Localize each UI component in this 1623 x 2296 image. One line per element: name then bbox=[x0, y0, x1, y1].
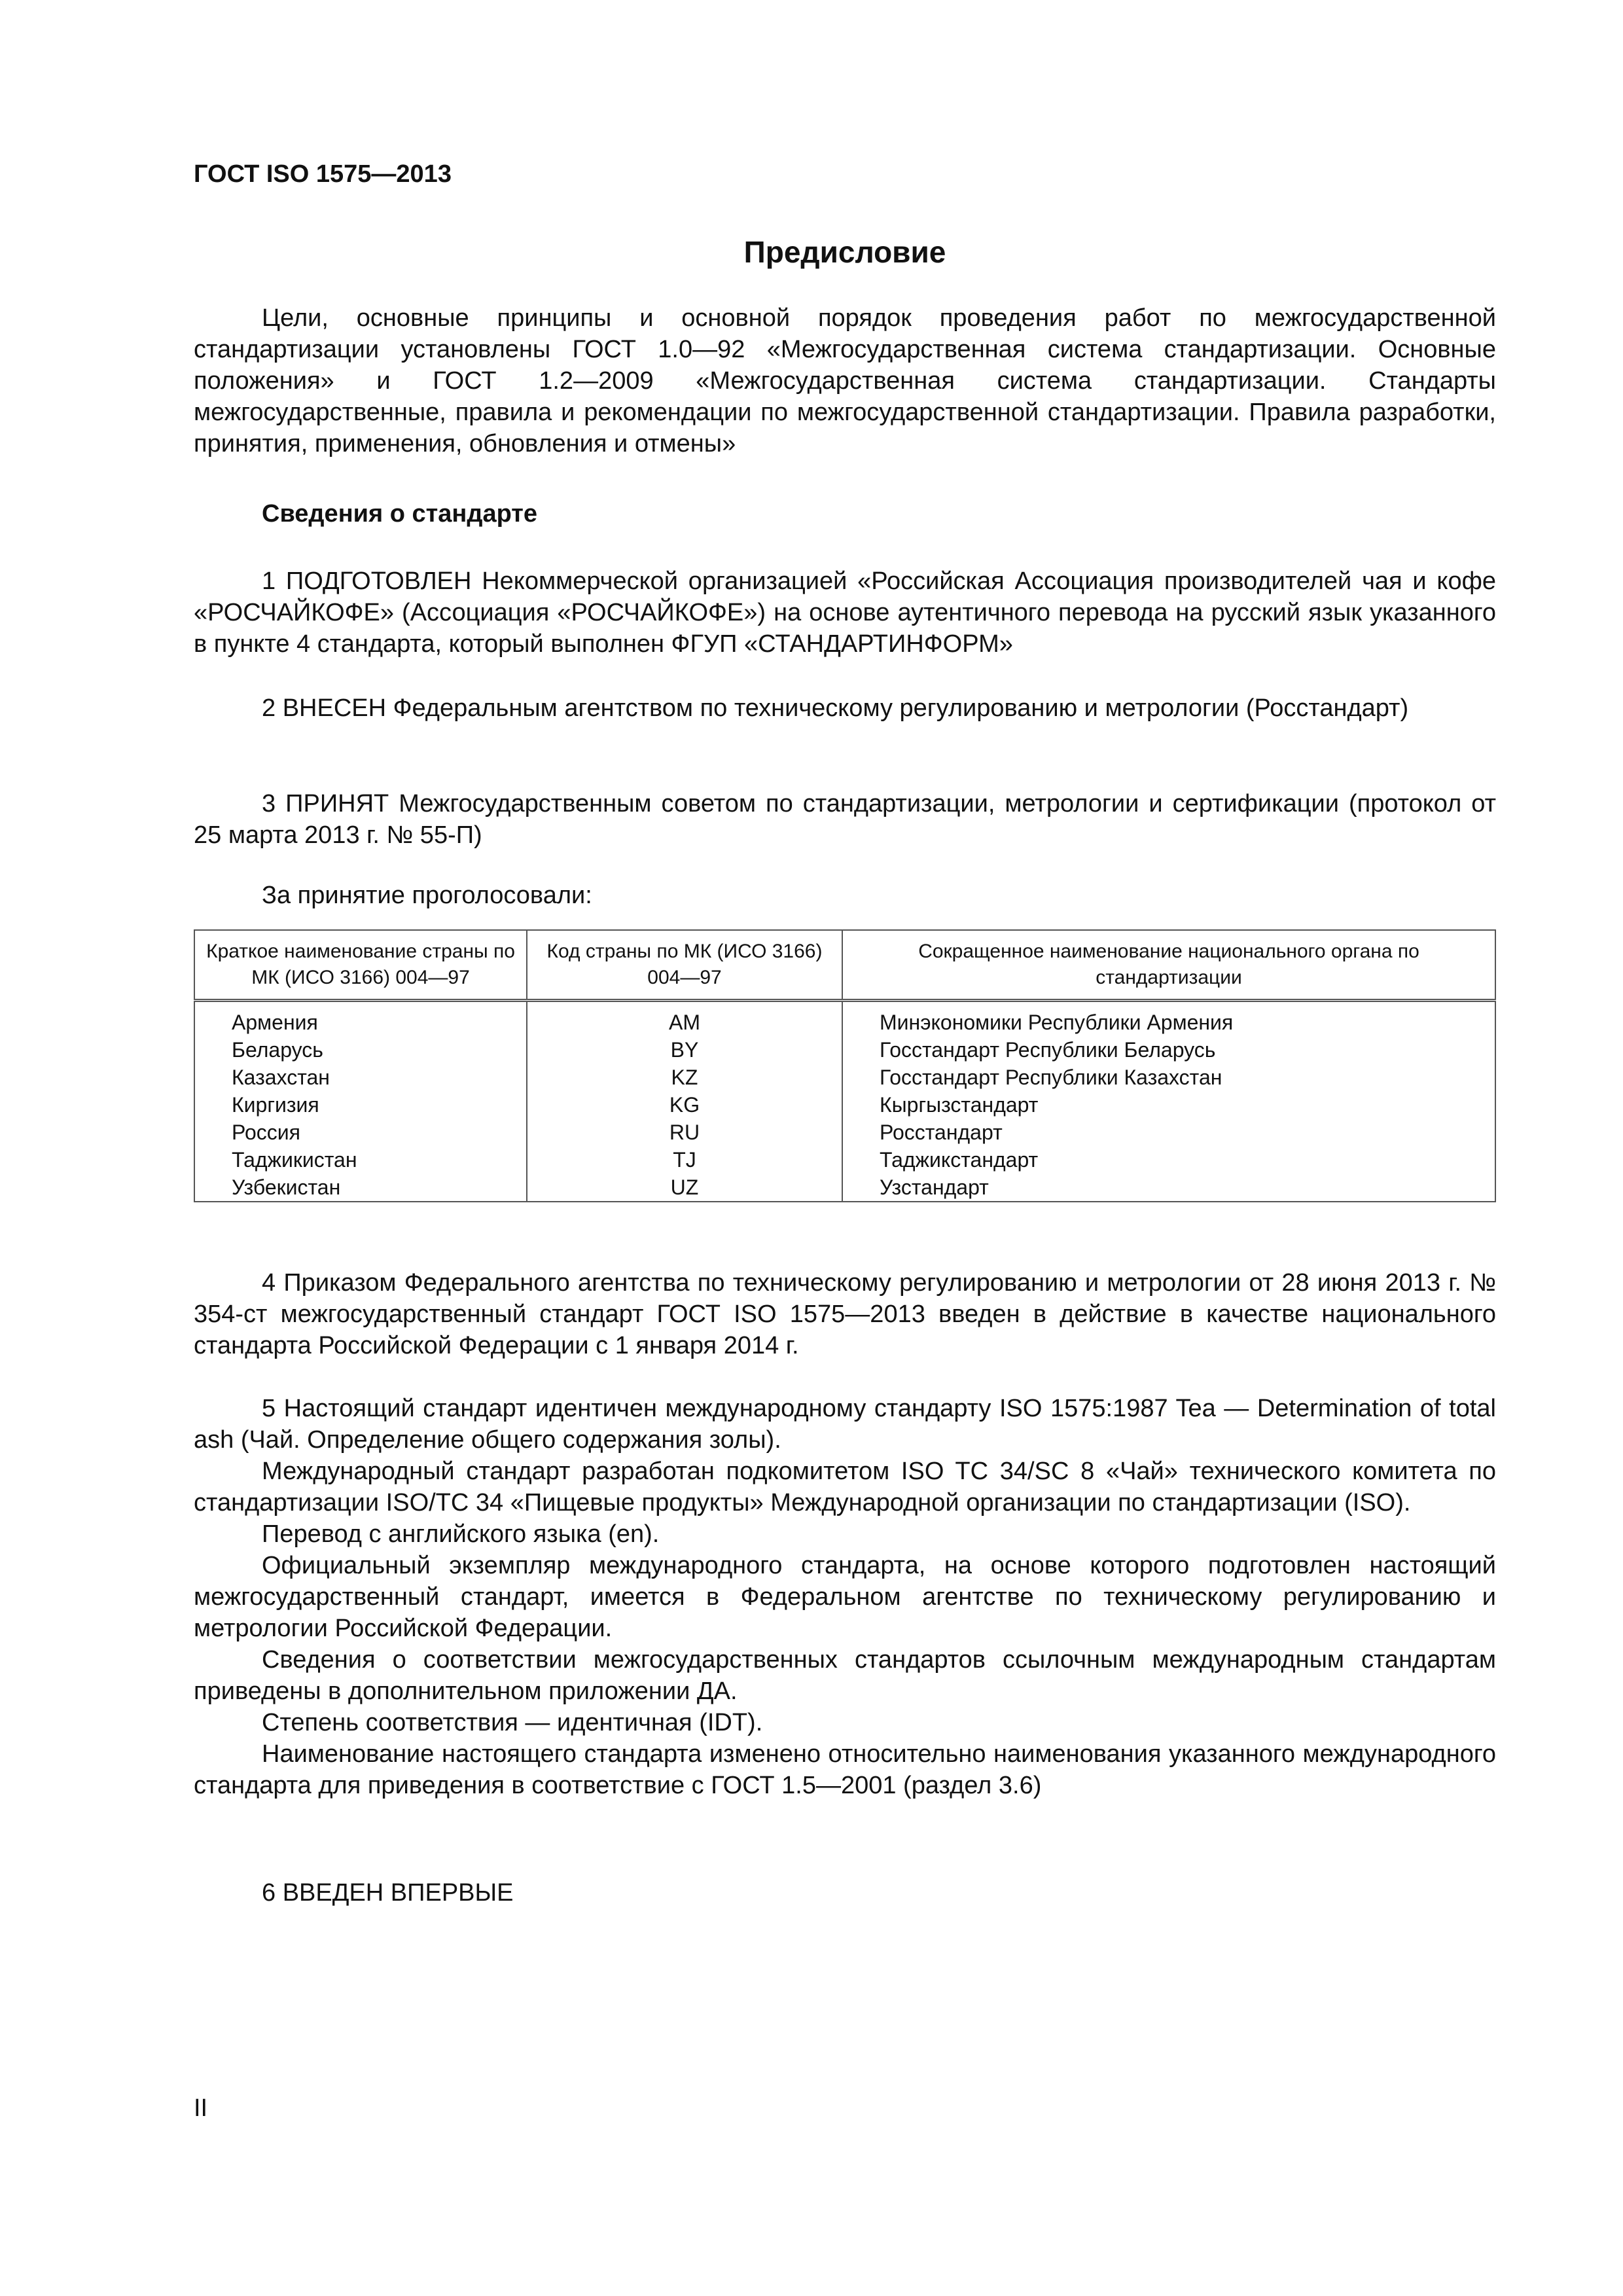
column-header-org: Сокращенное наименование национального органа по стандартизации bbox=[842, 930, 1495, 1001]
item-1 bbox=[194, 565, 1496, 660]
item-1-text: 1 ПОДГОТОВЛЕН Некоммерческой организацией «Российская Ассоциация производителей чая и кофе «РОСЧАЙКОФЕ» (Ассоциация «РОСЧАЙКОФЕ») на основе аутентичного перевода на русский язык указанного в пункте 4 стандарта, который выполнен ФГУП «СТАНДАРТИНФОРМ» bbox=[194, 567, 1496, 658]
table-row bbox=[194, 1001, 1495, 1037]
table-row bbox=[194, 1119, 1495, 1146]
standards-body: Кыргызстандарт bbox=[842, 1091, 1495, 1119]
item-4 bbox=[194, 1267, 1496, 1361]
table-row bbox=[194, 1064, 1495, 1091]
table-row bbox=[194, 1146, 1495, 1174]
standards-body: Узстандарт bbox=[842, 1174, 1495, 1202]
item-3-text: 3 ПРИНЯТ Межгосударственным советом по стандартизации, метрологии и сертификации (протокол от 25 марта 2013 г. № 55-П) bbox=[194, 790, 1496, 849]
item-5 bbox=[194, 1393, 1496, 1801]
country-name: Казахстан bbox=[194, 1064, 527, 1091]
country-code: AM bbox=[527, 1001, 842, 1037]
country-name: Беларусь bbox=[194, 1036, 527, 1064]
standards-body: Таджикстандарт bbox=[842, 1146, 1495, 1174]
table-row bbox=[194, 1174, 1495, 1202]
document-code: ГОСТ ISO 1575—2013 bbox=[194, 160, 452, 188]
voted-label bbox=[194, 880, 1496, 911]
country-code: TJ bbox=[527, 1146, 842, 1174]
country-code: BY bbox=[527, 1036, 842, 1064]
item-2 bbox=[194, 692, 1496, 724]
item-5-para: Степень соответствия — идентичная (IDT). bbox=[262, 1709, 763, 1736]
country-name: Армения bbox=[194, 1001, 527, 1037]
voting-table bbox=[194, 929, 1496, 1202]
column-header-country: Краткое наименование страны по МК (ИСО 3166) 004—97 bbox=[194, 930, 527, 1001]
voted-label-text: За принятие проголосовали: bbox=[262, 882, 592, 909]
item-5-para: Сведения о соответствии межгосударственных стандартов ссылочным международным стандартам приведены в дополнительном приложении ДА. bbox=[194, 1646, 1496, 1705]
standard-info-heading: Сведения о стандарте bbox=[262, 500, 538, 528]
item-6-text: 6 ВВЕДЕН ВПЕРВЫЕ bbox=[262, 1879, 514, 1907]
item-5-para: 5 Настоящий стандарт идентичен международному стандарту ISO 1575:1987 Tea — Determination of total ash (Чай. Определение общего содержания золы). bbox=[194, 1395, 1496, 1454]
intro-paragraph bbox=[194, 302, 1496, 459]
item-4-text: 4 Приказом Федерального агентства по техническому регулированию и метрологии от 28 июня 2013 г. № 354-ст межгосударственный стандарт ГОСТ ISO 1575—2013 введен в действие в качестве национального стандарта Российской Федерации с 1 января 2014 г. bbox=[194, 1269, 1496, 1359]
page-number: II bbox=[194, 2094, 208, 2122]
item-2-text: 2 ВНЕСЕН Федеральным агентством по техническому регулированию и метрологии (Росстандарт) bbox=[262, 694, 1409, 722]
standards-body: Росстандарт bbox=[842, 1119, 1495, 1146]
standards-body: Госстандарт Республики Беларусь bbox=[842, 1036, 1495, 1064]
item-5-para: Международный стандарт разработан подкомитетом ISO TC 34/SC 8 «Чай» технического комитета по стандартизации ISO/TC 34 «Пищевые продукты» Международной организации по стандартизации (ISO). bbox=[194, 1458, 1496, 1516]
country-code: KZ bbox=[527, 1064, 842, 1091]
standards-body: Минэкономики Республики Армения bbox=[842, 1001, 1495, 1037]
country-code: UZ bbox=[527, 1174, 842, 1202]
table-row bbox=[194, 1091, 1495, 1119]
item-6 bbox=[194, 1877, 1496, 1909]
item-5-para: Официальный экземпляр международного стандарта, на основе которого подготовлен настоящий межгосударственный стандарт, имеется в Федеральном агентстве по техническому регулированию и метрологии Российской Федерации. bbox=[194, 1552, 1496, 1642]
page-title: Предисловие bbox=[743, 235, 946, 269]
country-name: Таджикистан bbox=[194, 1146, 527, 1174]
country-name: Россия bbox=[194, 1119, 527, 1146]
table-row bbox=[194, 1036, 1495, 1064]
intro-text: Цели, основные принципы и основной порядок проведения работ по межгосударственной стандартизации установлены ГОСТ 1.0—92 «Межгосударственная система стандартизации. Основные положения» и ГОСТ 1.2—2009 «Межгосударственная система стандартизации. Стандарты межгосударственные, правила и рекомендации по межгосударственной стандартизации. Правила разработки, принятия, применения, обновления и отмены» bbox=[194, 304, 1496, 457]
standards-body: Госстандарт Республики Казахстан bbox=[842, 1064, 1495, 1091]
item-3 bbox=[194, 788, 1496, 851]
column-header-code: Код страны по МК (ИСО 3166) 004—97 bbox=[527, 930, 842, 1001]
country-name: Киргизия bbox=[194, 1091, 527, 1119]
item-5-para: Перевод с английского языка (en). bbox=[262, 1520, 660, 1548]
item-5-para: Наименование настоящего стандарта изменено относительно наименования указанного международного стандарта для приведения в соответствие с ГОСТ 1.5—2001 (раздел 3.6) bbox=[194, 1740, 1496, 1799]
country-code: RU bbox=[527, 1119, 842, 1146]
table-header-row bbox=[194, 930, 1495, 1001]
country-name: Узбекистан bbox=[194, 1174, 527, 1202]
country-code: KG bbox=[527, 1091, 842, 1119]
